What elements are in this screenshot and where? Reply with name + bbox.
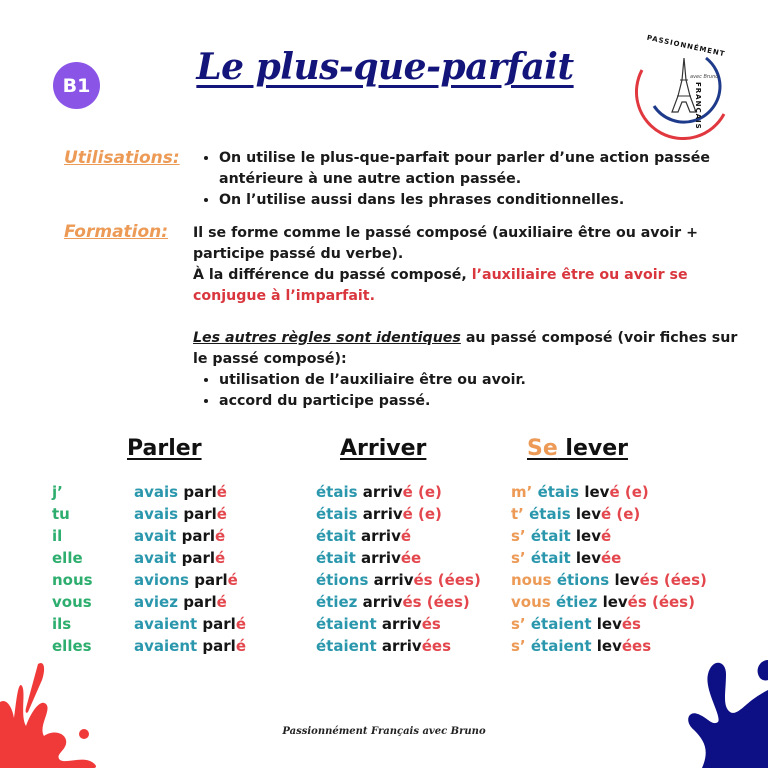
level-badge: B1 [53,62,100,109]
se-lever-column [511,481,707,657]
conjugation-row: étiez arrivés (ées) [316,593,470,611]
pronoun: elle [52,549,83,567]
pronoun: ils [52,615,72,633]
conjugation-row: s’ était levée [511,549,622,567]
pronoun: tu [52,505,70,523]
conjugation-row: était arrivée [316,549,422,567]
pronoun: nous [52,571,93,589]
conjugation-row: était arrivé [316,527,412,545]
conjugation-row: avions parlé [134,571,238,589]
conjugation-row: m’ étais levé (e) [511,483,649,501]
logo-top-text: PASSIONNÉMENT [646,33,727,59]
conjugation-row: nous étions levés (ées) [511,571,707,589]
conjugation-row: étais arrivé (e) [316,483,442,501]
formation-paragraph-3: Les autres règles sont identiques au passé composé (voir fiches sur le passé composé): [193,330,738,367]
parler-column [134,481,246,657]
conjugation-row: étions arrivés (ées) [316,571,481,589]
conjugation-row: s’ étaient levés [511,615,641,633]
pronoun: elles [52,637,92,655]
pronoun: vous [52,593,92,611]
logo-inner-text: avec Bruno [690,74,719,80]
eiffel-tower-icon [672,58,696,112]
conjugation-row: avaient parlé [134,637,247,655]
conjugation-row: avais parlé [134,505,227,523]
arriver-column [316,481,481,657]
highlight-text: l’auxiliaire être ou avoir se conjugue à l’imparfait. [193,267,688,304]
pronoun: j’ [52,483,63,501]
conjugation-row: avait parlé [134,549,226,567]
pronoun: il [52,527,63,545]
conjugation-row: avaient parlé [134,615,247,633]
formation-text [193,223,748,412]
footer-signature: Passionnément Français avec Bruno [282,726,486,737]
heading-parler: Parler [127,436,202,461]
red-paint-splash-icon [0,660,110,768]
rule-item: • utilisation de l’auxiliaire être ou avoir. [219,370,748,391]
conjugation-row: t’ étais levé (e) [511,505,641,523]
underlined-text: Les autres règles sont identiques [193,330,461,346]
heading-se-lever: Se lever [527,436,628,461]
conjugation-row: avait parlé [134,527,226,545]
conjugation-row: aviez parlé [134,593,227,611]
conjugation-row: s’ étaient levées [511,637,652,655]
conjugation-row: s’ était levé [511,527,612,545]
utilisation-item: • On l’utilise aussi dans les phrases conditionnelles. [219,190,753,211]
utilisations-label: Utilisations: [64,148,180,168]
heading-arriver: Arriver [340,436,427,461]
logo-side-text: FRANÇAIS [694,82,702,130]
utilisation-item: • On utilise le plus-que-parfait pour parler d’une action passée antérieure à une autre action passée. [219,148,753,190]
conjugation-row: étaient arrivés [316,615,441,633]
page-title: Le plus-que-parfait [196,46,574,88]
brand-logo [632,33,736,140]
formation-paragraph-1: Il se forme comme le passé composé (auxiliaire être ou avoir + participe passé du verbe). [193,225,698,262]
conjugation-row: étais arrivé (e) [316,505,442,523]
conjugation-row: avais parlé [134,483,227,501]
formation-paragraph-2: À la différence du passé composé, l’auxiliaire être ou avoir se conjugue à l’imparfait. [193,267,688,304]
pronoun-column [52,481,93,657]
conjugation-row: vous étiez levés (ées) [511,593,695,611]
formation-label: Formation: [64,222,169,242]
utilisations-list [193,148,753,211]
rule-item: • accord du participe passé. [219,391,748,412]
conjugation-row: étaient arrivées [316,637,451,655]
